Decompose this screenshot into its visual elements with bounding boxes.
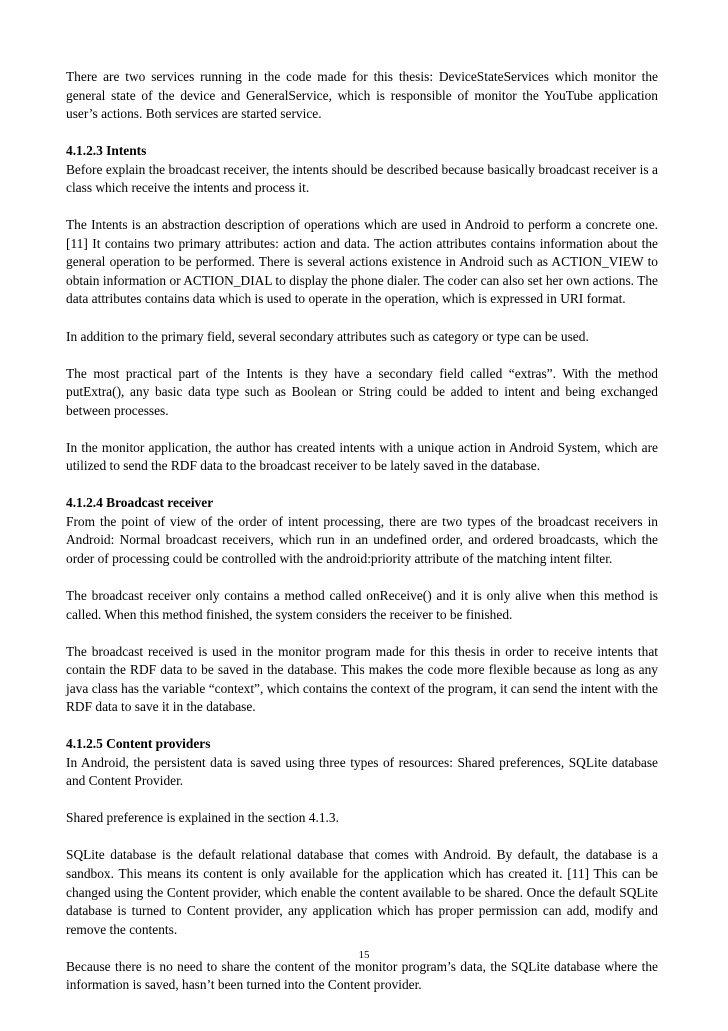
page-number: 15 — [358, 949, 370, 961]
document-page — [66, 68, 658, 1013]
paragraph-shared-preference: Shared preference is explained in the section 4.1.3. — [66, 810, 339, 826]
paragraph-onreceive: The broadcast receiver only contains a method called onReceive() and it is only alive when this method is called. When this method finished, the system considers the receiver to be finished. — [66, 587, 658, 622]
paragraph-monitor-intents: In the monitor application, the author has created intents with a unique action in Android System, which are utilized to send the RDF data to the broadcast receiver to be lately saved in the database. — [66, 439, 658, 474]
paragraph-no-sharing: Because there is no need to share the content of the monitor program’s data, the SQLite database where the information is saved, hasn’t been turned into the Content provider. — [66, 958, 658, 993]
section-broadcast-receiver — [66, 494, 658, 568]
paragraph-broadcast-usage: The broadcast received is used in the monitor program made for this thesis in order to receive intents that contain the RDF data to be saved in the database. This makes the code more flexible because as long as any java class has the variable “context”, which contains the context of the program, it can send the intent with the RDF data to save it in the database. — [66, 643, 658, 715]
paragraph-broadcast-types: From the point of view of the order of intent processing, there are two types of the broadcast receivers in Android: Normal broadcast receivers, which run in an undefined order, and ordered broadcasts, which the order of processing could be controlled with the android:priority attribute of the matching intent filter. — [66, 513, 658, 566]
section-intents — [66, 142, 658, 198]
heading-intents: 4.1.2.3 Intents — [66, 143, 147, 159]
paragraph-persistent-data: In Android, the persistent data is saved using three types of resources: Shared preferences, SQLite database and Content Provider. — [66, 754, 658, 789]
paragraph-sqlite: SQLite database is the default relational database that comes with Android. By default, the database is a sandbox. This means its content is only available for the application which has created it. [11] This can be changed using the Content provider, which enable the content available to be shared. Once the default SQLite database is turned to Content provider, any application which has proper permission can add, modify and remove the contents. — [66, 847, 658, 937]
section-content-providers — [66, 735, 658, 791]
paragraph-services: There are two services running in the code made for this thesis: DeviceStateServices which monitor the general state of the device and GeneralService, which is responsible of monitor the YouTube application user’s actions. Both services are started service. — [66, 69, 658, 122]
paragraph-secondary-attributes: In addition to the primary field, several secondary attributes such as category or type can be used. — [66, 328, 589, 344]
paragraph-extras: The most practical part of the Intents is they have a secondary field called “extras”. With the method putExtra(), any basic data type such as Boolean or String could be added to intent and being exchanged between processes. — [66, 365, 658, 418]
heading-content-providers: 4.1.2.5 Content providers — [66, 736, 211, 752]
paragraph-intents-description: The Intents is an abstraction description of operations which are used in Android to perform a concrete one. [11] It contains two primary attributes: action and data. The action attributes contains information about the general operation to be performed. There is several actions existence in Android such as ACTION_VIEW to obtain information or ACTION_DIAL to display the phone dialer. The coder can also set her own actions. The data attributes contains data which is used to operate in the operation, which is expressed in URI format. — [66, 217, 658, 307]
paragraph-intents-intro: Before explain the broadcast receiver, the intents should be described because basically broadcast receiver is a class which receive the intents and process it. — [66, 161, 658, 196]
heading-broadcast-receiver: 4.1.2.4 Broadcast receiver — [66, 495, 214, 511]
